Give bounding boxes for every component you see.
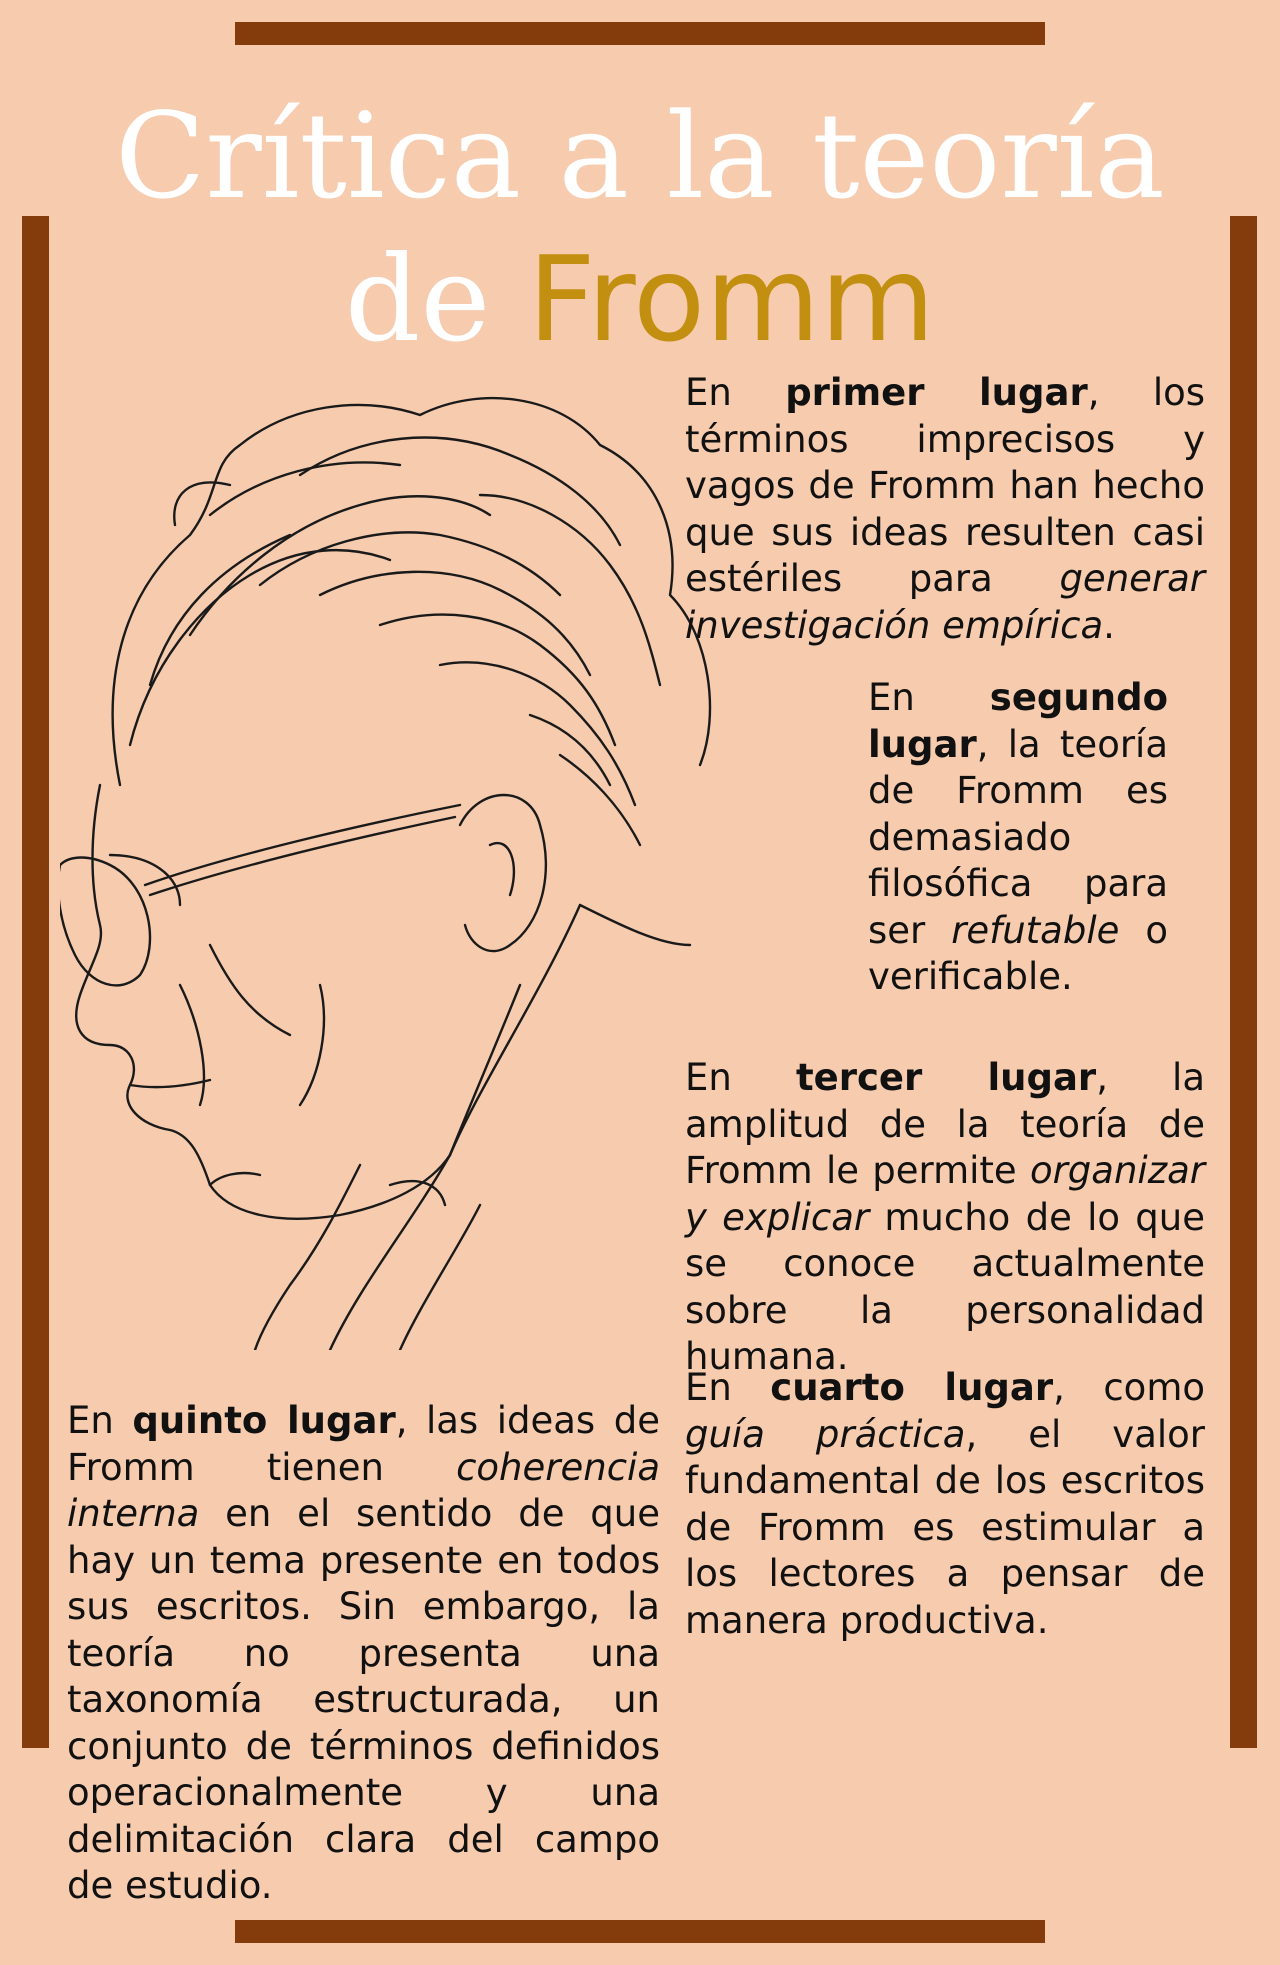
frame-top-bar xyxy=(235,22,1045,45)
paragraph-second-lead: En xyxy=(868,676,915,719)
paragraph-fifth xyxy=(67,1398,660,1910)
paragraph-first-italic: generar investigación empírica xyxy=(685,557,1205,647)
paragraph-fourth xyxy=(685,1365,1205,1644)
paragraph-first-text2: . xyxy=(1103,603,1115,647)
paragraph-second xyxy=(868,675,1168,1001)
paragraph-second-text1: , la teoría de Fromm es demasiado filosófica para ser xyxy=(868,722,1168,952)
frame-right-bar xyxy=(1230,216,1257,1748)
paragraph-third-text2: mucho de lo que se conoce actualmente sobre la personalidad humana. xyxy=(685,1195,1205,1378)
paragraph-third xyxy=(685,1055,1205,1381)
title-highlight: Fromm xyxy=(527,230,936,368)
frame-left-bar xyxy=(22,216,49,1748)
paragraph-fifth-lead: En xyxy=(67,1399,114,1442)
title-line-1: Crítica a la teoría xyxy=(115,87,1165,225)
paragraph-third-text1: , la amplitud de la teoría de Fromm le permite xyxy=(685,1056,1205,1192)
paragraph-fourth-italic: guía práctica xyxy=(685,1412,966,1456)
paragraph-fifth-bold: quinto lugar xyxy=(132,1399,396,1442)
paragraph-second-bold: segundo lugar xyxy=(868,676,1168,766)
paragraph-first-text1: , los términos imprecisos y vagos de Fromm han hecho que sus ideas resulten casi estériles para xyxy=(685,371,1206,600)
title-line-2-prefix: de xyxy=(344,230,491,368)
paragraph-first-lead: En xyxy=(685,371,732,414)
paragraph-fourth-text1: , como xyxy=(1053,1366,1205,1409)
paragraph-fifth-text1: , las ideas de Fromm tienen xyxy=(67,1399,660,1489)
page-title xyxy=(60,85,1220,371)
paragraph-third-italic: organizar y explicar xyxy=(685,1149,1205,1239)
paragraph-third-bold: tercer lugar xyxy=(795,1056,1097,1099)
paragraph-fourth-text2: , el valor fundamental de los escritos de Fromm es estimular a los lectores a pensar de manera productiva. xyxy=(685,1412,1205,1642)
paragraph-fourth-bold: cuarto lugar xyxy=(770,1366,1054,1409)
paragraph-fifth-italic: coherencia interna xyxy=(67,1445,660,1535)
paragraph-first-bold: primer lugar xyxy=(785,371,1088,414)
paragraph-fifth-text2: en el sentido de que hay un tema presente en todos sus escritos. Sin embargo, la teoría no presenta una taxonomía estructurada, un conjunto de términos definidos operacionalmente y una delimitación clara del campo de estudio. xyxy=(67,1492,660,1907)
paragraph-first xyxy=(685,370,1205,649)
paragraph-third-lead: En xyxy=(685,1056,732,1099)
paragraph-second-italic: refutable xyxy=(951,908,1120,952)
frame-bottom-bar xyxy=(235,1920,1045,1943)
paragraph-second-text2: o verificable. xyxy=(868,908,1168,998)
paragraph-fourth-lead: En xyxy=(685,1366,732,1409)
